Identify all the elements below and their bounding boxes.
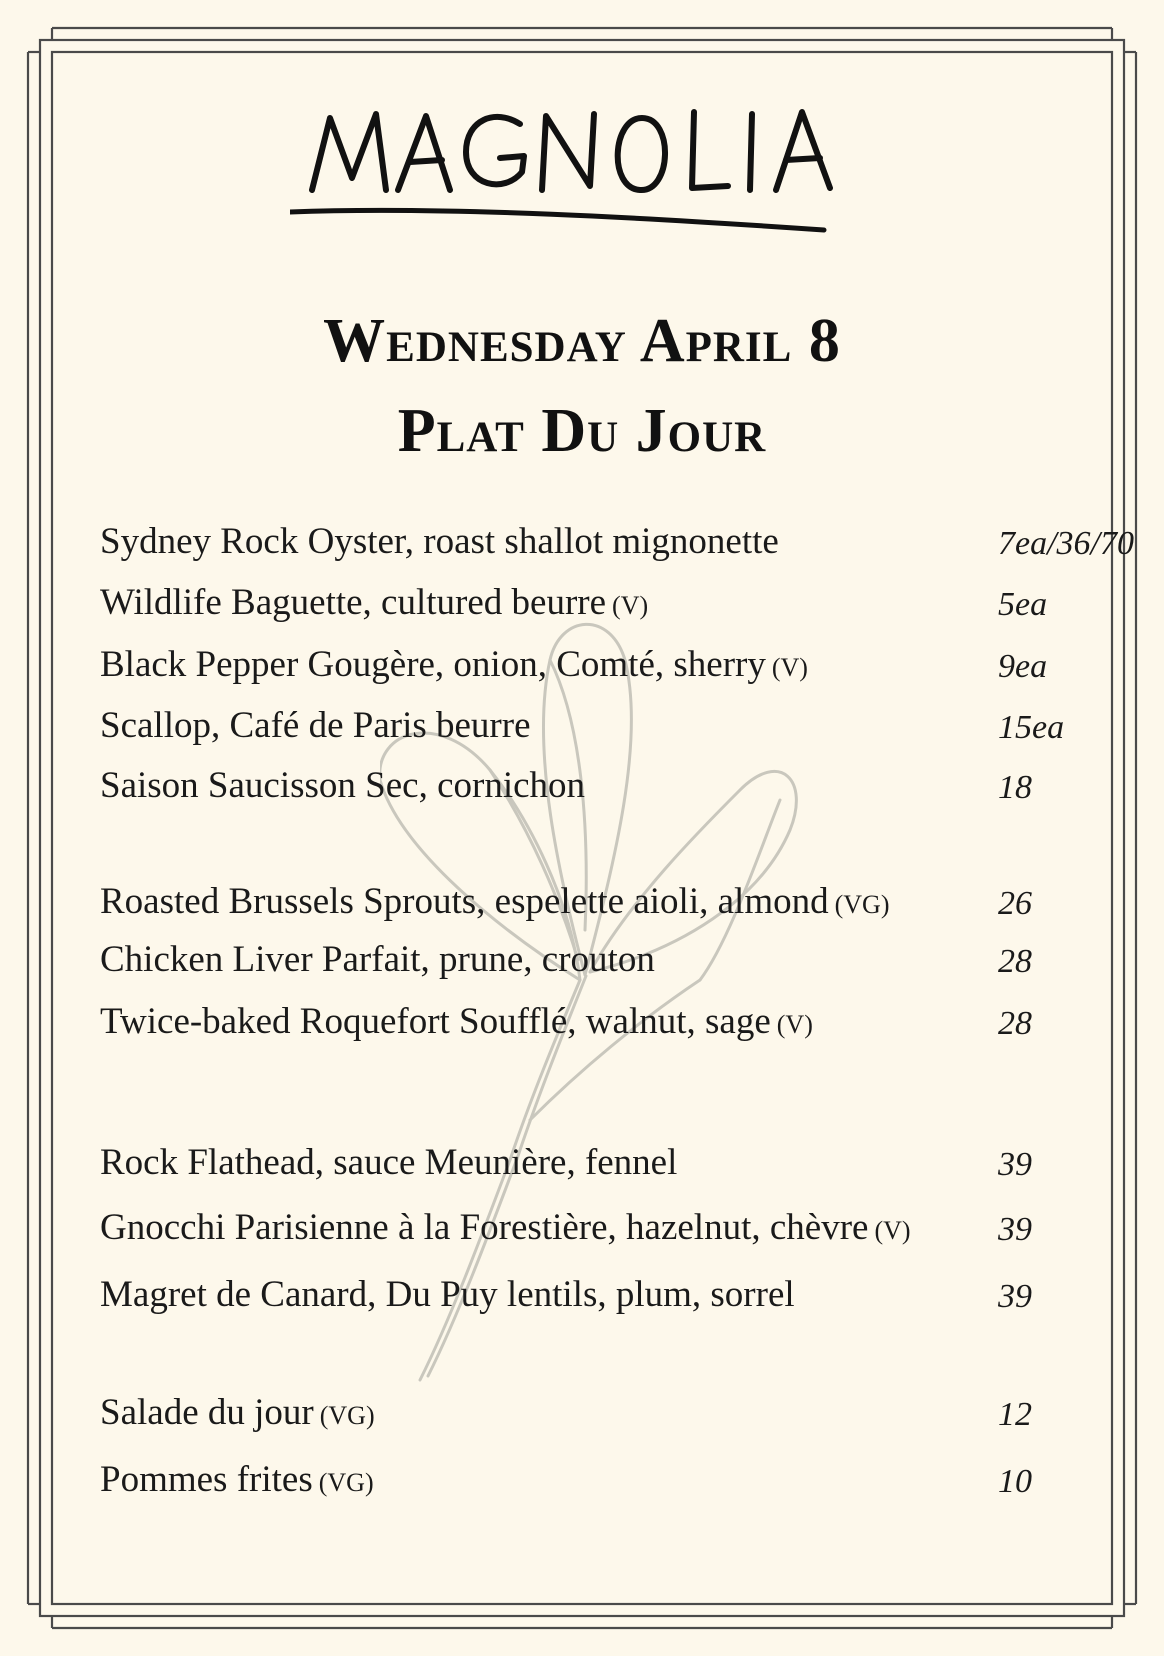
dietary-tag: (V)	[771, 653, 808, 682]
menu-item-price: 18	[998, 769, 1032, 806]
menu-item-price: 28	[998, 1005, 1032, 1042]
menu-item-price: 5ea	[998, 586, 1048, 623]
menu-item-name	[100, 938, 655, 982]
menu-item-price: 39	[998, 1211, 1032, 1248]
menu-item-price: 15ea	[998, 709, 1065, 746]
menu-item-title: Twice-baked Roquefort Soufflé, walnut, sage	[100, 1001, 771, 1042]
menu-date-heading: Wednesday April 8	[323, 307, 841, 375]
menu-item-title: Scallop, Café de Paris beurre	[100, 705, 531, 746]
dietary-tag: (VG)	[318, 1468, 374, 1497]
dietary-tag: (V)	[776, 1010, 813, 1039]
menu-item	[100, 520, 1134, 564]
menu-item-title: Roasted Brussels Sprouts, espelette aioli, almond	[100, 881, 829, 922]
menu-item	[100, 880, 1130, 924]
dietary-tag: (VG)	[319, 1401, 375, 1430]
menu-item-name	[100, 1273, 795, 1317]
menu-item-name	[100, 764, 585, 808]
menu-item-price: 9ea	[998, 648, 1048, 685]
menu-item-name	[100, 1391, 375, 1438]
menu-item	[100, 938, 1130, 982]
menu-item	[100, 764, 1130, 808]
menu-item-price: 39	[998, 1278, 1032, 1315]
menu-item	[100, 1391, 1130, 1435]
menu-item-title: Magret de Canard, Du Puy lentils, plum, sorrel	[100, 1274, 795, 1315]
menu-item-price: 7ea/36/70	[998, 525, 1134, 562]
magnolia-logo	[290, 90, 880, 250]
menu-item-name	[100, 1000, 813, 1047]
menu-item-title: Salade du jour	[100, 1392, 314, 1433]
menu-item-title: Black Pepper Gougère, onion, Comté, sherry	[100, 644, 766, 685]
menu-item	[100, 1206, 1130, 1250]
menu-item	[100, 581, 1130, 625]
menu-item-name	[100, 520, 779, 564]
menu-item-title: Pommes frites	[100, 1459, 313, 1500]
menu-item-price: 26	[998, 885, 1032, 922]
dietary-tag: (V)	[874, 1216, 911, 1245]
menu-item-name	[100, 1458, 374, 1505]
menu-item-title: Sydney Rock Oyster, roast shallot mignonette	[100, 521, 779, 562]
menu-item	[100, 1141, 1130, 1185]
menu-item-title: Chicken Liver Parfait, prune, crouton	[100, 939, 655, 980]
menu-item-name	[100, 880, 889, 927]
menu-item-name	[100, 581, 648, 628]
plat-du-jour-heading: Plat Du Jour	[397, 397, 767, 465]
menu-item-price: 12	[998, 1396, 1032, 1433]
menu-item-name	[100, 1141, 677, 1185]
menu-item-title: Rock Flathead, sauce Meunière, fennel	[100, 1142, 678, 1183]
menu-item-name	[100, 643, 808, 690]
menu-item	[100, 1273, 1130, 1317]
menu-item	[100, 1458, 1130, 1502]
menu-item-title: Gnocchi Parisienne à la Forestière, hazelnut, chèvre	[100, 1207, 869, 1248]
menu-item-title: Saison Saucisson Sec, cornichon	[100, 765, 586, 806]
menu-item-price: 10	[998, 1463, 1032, 1500]
dietary-tag: (V)	[612, 591, 649, 620]
menu-item-price: 28	[998, 943, 1032, 980]
menu-item	[100, 643, 1130, 687]
menu-item-title: Wildlife Baguette, cultured beurre	[100, 582, 607, 623]
menu-item-name	[100, 704, 531, 748]
menu-item-price: 39	[998, 1146, 1032, 1183]
menu-item	[100, 1000, 1130, 1044]
menu-item	[100, 704, 1130, 748]
dietary-tag: (VG)	[834, 890, 890, 919]
menu-item-name	[100, 1206, 911, 1253]
